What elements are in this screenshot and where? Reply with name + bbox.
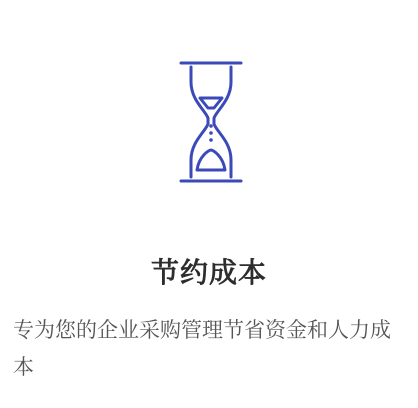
card-description: 专为您的企业采购管理节省资金和人力成本 [13,318,391,379]
hourglass-icon [178,60,244,184]
card-title: 节约成本 [150,256,267,289]
